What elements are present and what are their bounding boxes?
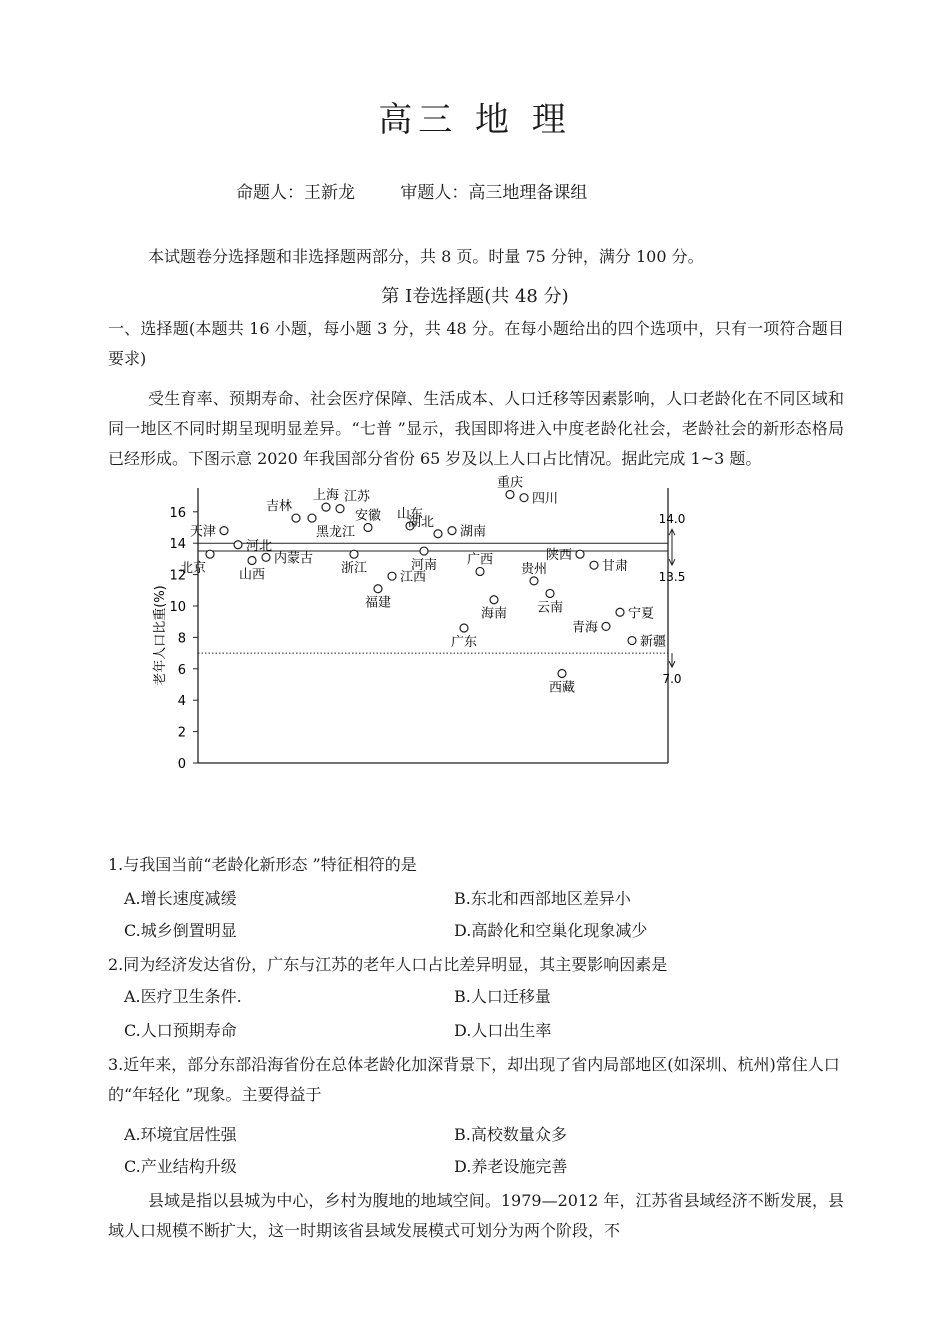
- aging-scatter-chart: [140, 475, 720, 778]
- data-point-label: 广西: [466, 552, 494, 568]
- data-point-label: 山东: [396, 506, 424, 522]
- data-point-label: 安徽: [354, 508, 382, 524]
- y-axis-label: 老年人口比重(%): [153, 585, 168, 686]
- ref-label-13-5: 13.5: [658, 570, 686, 585]
- instructions: 一、选择题(本题共 16 小题，每小题 3 分，共 48 分。在每小题给出的四个选项中，只有一项符合题目要求): [108, 319, 844, 368]
- section-title: 第 Ⅰ卷选择题(共 48 分): [381, 286, 569, 307]
- author: 命题人：王新龙: [236, 183, 355, 203]
- data-point-label: 福建: [364, 595, 392, 611]
- data-point-label: 吉林: [265, 499, 292, 515]
- data-point: [616, 608, 624, 616]
- data-point: [520, 494, 528, 502]
- data-point: [374, 585, 382, 593]
- y-tick-label: 14: [169, 537, 186, 553]
- data-point: [350, 550, 358, 558]
- data-point-label: 湖南: [460, 524, 487, 540]
- data-point: [292, 514, 300, 522]
- data-point: [546, 589, 554, 597]
- q1-option-c[interactable]: C.城乡倒置明显: [124, 921, 237, 940]
- exam-intro: 本试题卷分选择题和非选择题两部分，共 8 页。时量 75 分钟，满分 100 分。: [148, 247, 704, 266]
- y-tick-label: 4: [177, 694, 186, 710]
- data-point-label: 江西: [400, 570, 427, 586]
- data-point-label: 宁夏: [628, 606, 655, 622]
- data-point-label: 天津: [189, 524, 216, 540]
- data-point-label: 广东: [450, 634, 478, 650]
- q3-option-c[interactable]: C.产业结构升级: [124, 1157, 237, 1176]
- y-tick-label: 6: [177, 662, 186, 678]
- data-point: [530, 577, 538, 585]
- data-point-label: 西藏: [548, 680, 576, 696]
- q3-option-d[interactable]: D.养老设施完善: [454, 1157, 568, 1176]
- passage-1: 受生育率、预期寿命、社会医疗保障、生活成本、人口迁移等因素影响，人口老龄化在不同区域和同一地区不同时期呈现明显差异。“七普 ”显示，我国即将进入中度老龄化社会，老龄社会的新形态格局已经形成。下图示意 2020 年我国部分省份 65 岁及以上人口占比情况。据此完成 1~3 题。: [108, 389, 844, 468]
- reviewer: 审题人：高三地理备课组: [400, 183, 588, 203]
- data-point: [220, 527, 228, 535]
- data-point-label: 贵州: [520, 561, 548, 577]
- y-tick-label: 8: [177, 631, 186, 647]
- q2-option-c[interactable]: C.人口预期寿命: [124, 1021, 237, 1040]
- data-point: [262, 553, 270, 561]
- data-point-label: 海南: [480, 606, 508, 622]
- author-line: [236, 178, 627, 203]
- data-point: [420, 547, 428, 555]
- data-point: [506, 491, 514, 499]
- data-point-label: 河北: [246, 538, 273, 554]
- data-point: [322, 503, 330, 511]
- data-point: [460, 624, 468, 632]
- data-point-label: 上海: [312, 488, 340, 504]
- q1-option-d[interactable]: D.高龄化和空巢化现象减少: [454, 921, 648, 940]
- data-point-label: 陕西: [545, 548, 572, 564]
- data-point-label: 甘肃: [602, 559, 629, 575]
- y-tick-label: 16: [169, 505, 186, 521]
- q3-option-a[interactable]: A.环境宜居性强: [124, 1125, 237, 1144]
- ref-label-7: 7.0: [662, 672, 682, 687]
- data-point: [364, 524, 372, 532]
- q1-option-a[interactable]: A.增长速度减缓: [124, 889, 237, 908]
- data-point-label: 青海: [571, 620, 598, 636]
- q1-option-b[interactable]: B.东北和西部地区差异小: [454, 889, 631, 908]
- data-point: [248, 556, 256, 564]
- data-point: [308, 514, 316, 522]
- question-2-stem: 2.同为经济发达省份，广东与江苏的老年人口占比差异明显，其主要影响因素是: [108, 955, 668, 974]
- data-point-label: 浙江: [340, 561, 368, 577]
- y-tick-label: 10: [169, 600, 186, 615]
- ref-label-14: 14.0: [658, 512, 686, 527]
- y-tick-label: 0: [177, 757, 186, 772]
- data-point: [388, 572, 396, 580]
- data-point-label: 重庆: [496, 475, 524, 491]
- data-point: [576, 550, 584, 558]
- data-point: [434, 530, 442, 538]
- data-point: [448, 527, 456, 535]
- data-point: [490, 596, 498, 604]
- data-point: [602, 622, 610, 630]
- q3-option-b[interactable]: B.高校数量众多: [454, 1125, 567, 1144]
- data-point-label: 河南: [410, 558, 438, 574]
- exam-title: 高三 地 理: [378, 100, 572, 140]
- question-1-stem: 1.与我国当前“老龄化新形态 ”特征相符的是: [108, 855, 417, 874]
- data-point-label: 北京: [179, 561, 206, 577]
- data-point: [558, 670, 566, 678]
- question-3-stem: 3.近年来，部分东部沿海省份在总体老龄化加深背景下，却出现了省内局部地区(如深圳、杭州)常住人口的“年轻化 ”现象。主要得益于: [108, 1055, 840, 1104]
- data-point-label: 四川: [532, 491, 559, 507]
- data-point: [336, 505, 344, 513]
- q2-option-b[interactable]: B.人口迁移量: [454, 987, 551, 1006]
- data-point-label: 云南: [536, 600, 564, 616]
- data-point-label: 湖北: [407, 514, 434, 530]
- y-tick-label: 12: [169, 568, 186, 584]
- data-point: [590, 561, 598, 569]
- q2-option-d[interactable]: D.人口出生率: [454, 1021, 552, 1040]
- y-tick-label: 2: [177, 725, 186, 741]
- data-point-label: 新疆: [640, 634, 667, 650]
- data-point-label: 黑龙江: [316, 525, 356, 541]
- passage-2: 县域是指以县城为中心，乡村为腹地的地域空间。1979—2012 年，江苏省县域经济不断发展，县域人口规模不断扩大，这一时期该省县域发展模式可划分为两个阶段，不: [108, 1191, 844, 1240]
- data-point: [206, 550, 214, 558]
- data-point-label: 内蒙古: [274, 551, 314, 567]
- data-point-label: 江苏: [344, 489, 371, 505]
- q2-option-a[interactable]: A.医疗卫生条件.: [124, 987, 242, 1006]
- data-point: [628, 637, 636, 645]
- data-point: [234, 541, 242, 549]
- data-point: [476, 567, 484, 575]
- data-point-label: 山西: [238, 567, 266, 583]
